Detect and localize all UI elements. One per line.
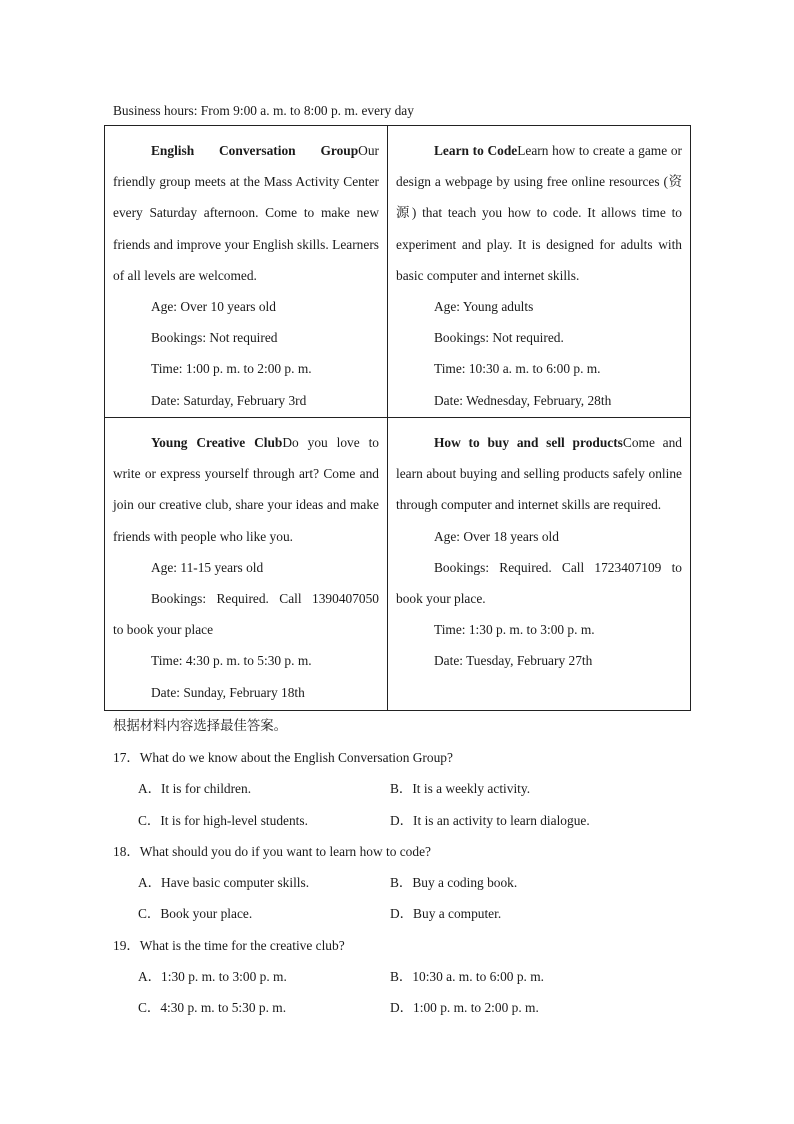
- question-18-option-c[interactable]: C．Book your place.: [138, 906, 253, 921]
- question-18-option-a[interactable]: A．Have basic computer skills.: [138, 875, 310, 890]
- activity-description: Our friendly group meets at the Mass Activity Center every Saturday afternoon. Come to make new friends and improve your English skills. Learners of all levels are welcomed.: [113, 143, 379, 283]
- activity-age: Age: Over 10 years old: [151, 299, 276, 315]
- activity-date: Date: Wednesday, February, 28th: [434, 392, 612, 408]
- activity-date: Date: Sunday, February 18th: [151, 684, 305, 700]
- activity-time: Time: 4:30 p. m. to 5:30 p. m.: [151, 653, 312, 669]
- activity-description-block: [113, 135, 379, 291]
- question-19-option-a[interactable]: A．1:30 p. m. to 3:00 p. m.: [138, 969, 287, 984]
- question-18-stem: 18．What should you do if you want to learn how to code?: [113, 844, 431, 859]
- activity-description-block: [396, 427, 682, 521]
- activity-bookings: Bookings: Required. Call 1723407109 to: [434, 559, 682, 575]
- activity-bookings: Bookings: Not required: [151, 330, 278, 346]
- activity-description-block: [113, 427, 379, 552]
- activity-title: English Conversation Group: [151, 143, 359, 158]
- activity-time: Time: 1:00 p. m. to 2:00 p. m.: [151, 361, 312, 377]
- question-17-option-a[interactable]: A．It is for children.: [138, 781, 252, 796]
- activity-age: Age: Young adults: [434, 299, 534, 315]
- activity-description: Learn how to create a game or design a webpage by using free online resources (资源) that teach you how to code. It allows time to experiment and play. It is designed for adults with basic computer and internet skills.: [396, 143, 682, 283]
- activity-time: Time: 1:30 p. m. to 3:00 p. m.: [434, 622, 595, 638]
- activities-table: [104, 125, 691, 711]
- activity-bookings-continued: book your place.: [396, 591, 486, 607]
- activity-title: How to buy and sell products: [434, 435, 623, 450]
- activity-description-block: [396, 135, 682, 291]
- activity-bookings: Bookings: Required. Call 1390407050: [151, 591, 379, 607]
- activity-description: Come and learn about buying and selling products safely online through computer and internet skills are required.: [396, 435, 682, 513]
- question-17-option-c[interactable]: C．It is for high-level students.: [138, 813, 308, 828]
- activity-bookings: Bookings: Not required.: [434, 330, 564, 346]
- activity-cell-learn-to-code: [388, 126, 690, 418]
- question-18-option-d[interactable]: D．Buy a computer.: [390, 906, 502, 921]
- question-19-option-d[interactable]: D．1:00 p. m. to 2:00 p. m.: [390, 1000, 539, 1015]
- question-17-option-d[interactable]: D．It is an activity to learn dialogue.: [390, 813, 590, 828]
- question-17-stem: 17．What do we know about the English Conversation Group?: [113, 750, 453, 765]
- activity-cell-english-conversation: [105, 126, 388, 418]
- activity-age: Age: Over 18 years old: [434, 528, 559, 544]
- activity-age: Age: 11-15 years old: [151, 559, 264, 575]
- activity-title: Learn to Code: [434, 143, 518, 158]
- question-19-option-b[interactable]: B．10:30 a. m. to 6:00 p. m.: [390, 969, 544, 984]
- activity-cell-buy-sell-products: [388, 418, 690, 710]
- activity-date: Date: Saturday, February 3rd: [151, 392, 307, 408]
- question-19-option-c[interactable]: C．4:30 p. m. to 5:30 p. m.: [138, 1000, 287, 1015]
- directions: 根据材料内容选择最佳答案。: [113, 718, 288, 733]
- question-17-option-b[interactable]: B．It is a weekly activity.: [390, 781, 531, 796]
- activity-date: Date: Tuesday, February 27th: [434, 653, 593, 669]
- question-18-option-b[interactable]: B．Buy a coding book.: [390, 875, 518, 890]
- activity-description: Do you love to write or express yourself through art? Come and join our creative club, share your ideas and make friends with people who like you.: [113, 435, 380, 544]
- activity-title: Young Creative Club: [151, 435, 283, 450]
- activity-bookings-continued: to book your place: [113, 622, 214, 638]
- activity-cell-young-creative-club: [105, 418, 388, 710]
- activity-time: Time: 10:30 a. m. to 6:00 p. m.: [434, 361, 601, 377]
- question-19-stem: 19．What is the time for the creative club?: [113, 938, 345, 953]
- business-hours: Business hours: From 9:00 a. m. to 8:00 p. m. every day: [113, 103, 414, 118]
